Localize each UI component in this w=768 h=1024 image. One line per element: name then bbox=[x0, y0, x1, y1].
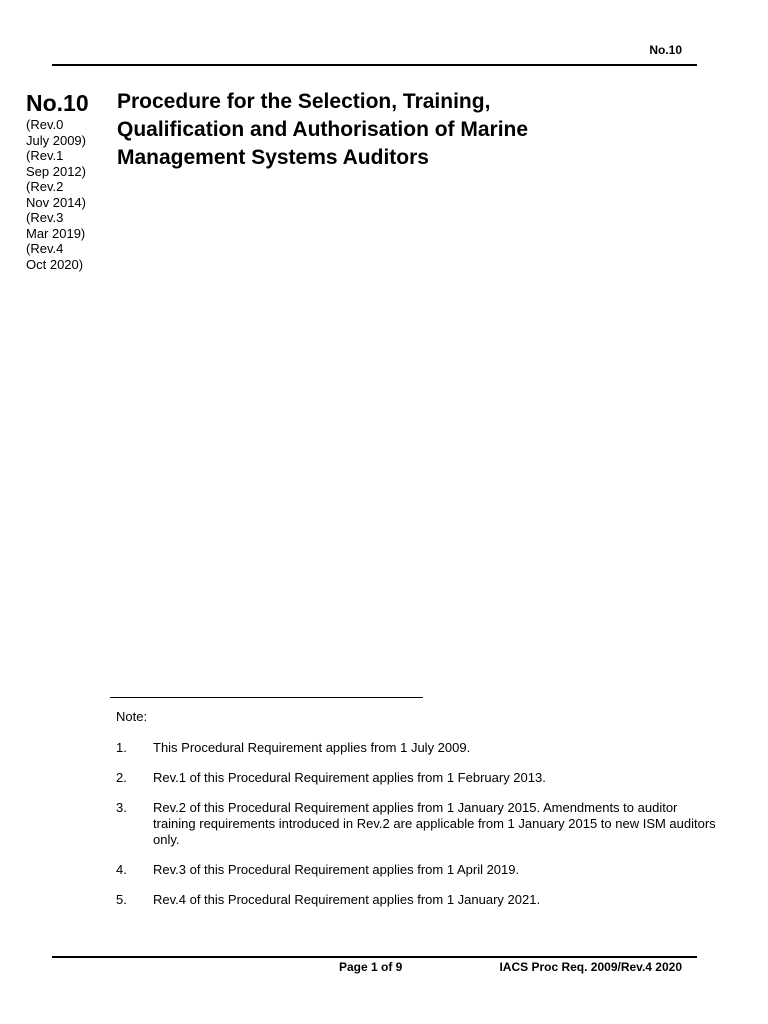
note-number: 5. bbox=[116, 892, 127, 907]
revision-line: Mar 2019) bbox=[26, 225, 86, 241]
revision-line: (Rev.4 bbox=[26, 241, 64, 256]
note-item bbox=[116, 800, 716, 848]
note-item bbox=[116, 740, 716, 756]
revision-history bbox=[26, 117, 116, 272]
note-text: This Procedural Requirement applies from 1 July 2009. bbox=[153, 740, 471, 755]
footnote-rule bbox=[110, 697, 423, 698]
note-label: Note: bbox=[116, 709, 148, 724]
note-text: Rev.2 of this Procedural Requirement applies from 1 January 2015. Amendments to auditor training requirements introduced in Rev.2 are applicable from 1 January 2015 to new ISM auditors only. bbox=[153, 800, 716, 847]
note-number: 1. bbox=[116, 740, 127, 755]
footer-page-number: Page 1 of 9 bbox=[339, 960, 403, 974]
document-title bbox=[117, 88, 677, 172]
note-list bbox=[116, 740, 716, 922]
title-line: Procedure for the Selection, Training, bbox=[117, 90, 491, 113]
note-item bbox=[116, 892, 716, 908]
revision-line: July 2009) bbox=[26, 132, 86, 148]
footer-reference: IACS Proc Req. 2009/Rev.4 2020 bbox=[499, 960, 682, 974]
note-number: 2. bbox=[116, 770, 127, 785]
title-line: Qualification and Authorisation of Marine bbox=[117, 118, 529, 141]
footer-rule bbox=[52, 956, 697, 958]
revision-line: Oct 2020) bbox=[26, 256, 84, 272]
note-text: Rev.3 of this Procedural Requirement applies from 1 April 2019. bbox=[153, 862, 520, 877]
note-number: 4. bbox=[116, 862, 127, 877]
revision-line: (Rev.3 bbox=[26, 210, 64, 225]
revision-line: (Rev.1 bbox=[26, 148, 64, 163]
note-number: 3. bbox=[116, 800, 127, 815]
note-item bbox=[116, 862, 716, 878]
header-rule bbox=[52, 64, 697, 66]
revision-line: (Rev.2 bbox=[26, 179, 64, 194]
doc-number: No.10 bbox=[26, 90, 89, 116]
header-doc-label: No.10 bbox=[649, 43, 682, 57]
revision-line: (Rev.0 bbox=[26, 117, 64, 132]
revision-line: Sep 2012) bbox=[26, 163, 86, 179]
note-text: Rev.1 of this Procedural Requirement applies from 1 February 2013. bbox=[153, 770, 546, 785]
note-text: Rev.4 of this Procedural Requirement applies from 1 January 2021. bbox=[153, 892, 541, 907]
revision-line: Nov 2014) bbox=[26, 194, 86, 210]
title-line: Management Systems Auditors bbox=[117, 146, 429, 169]
note-item bbox=[116, 770, 716, 786]
